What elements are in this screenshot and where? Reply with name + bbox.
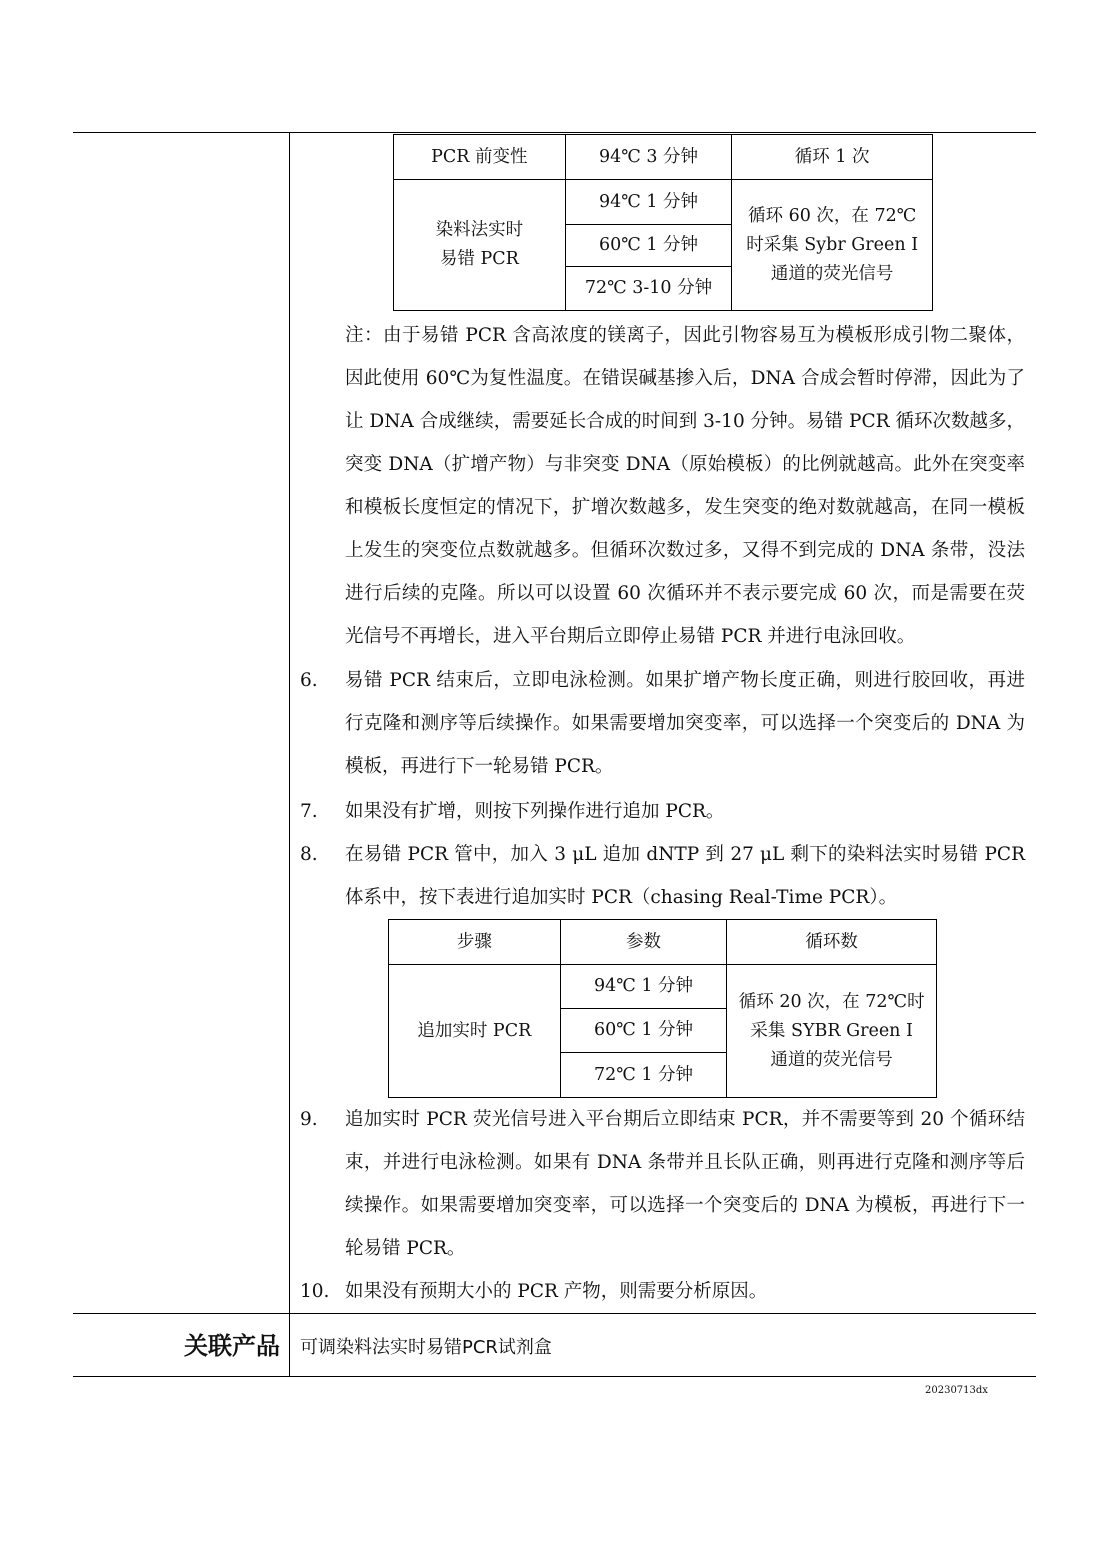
step-7	[300, 790, 1025, 833]
chasing-pcr-table	[388, 919, 937, 1098]
related-products-label: 关联产品	[184, 1332, 280, 1360]
step-cell: PCR 前变性	[394, 135, 566, 180]
document-id: 20230713dx	[925, 1385, 988, 1396]
step-number: 6.	[300, 670, 318, 691]
param-cell: 94℃ 1 分钟	[565, 180, 732, 225]
param-cell: 72℃ 1 分钟	[560, 1053, 727, 1098]
column-divider	[289, 132, 290, 1377]
top-rule	[73, 132, 1036, 133]
step-cell: 追加实时 PCR	[389, 965, 561, 1098]
step-number: 7.	[300, 801, 318, 822]
table-row	[389, 965, 937, 1009]
param-cell: 72℃ 3-10 分钟	[565, 267, 732, 311]
related-product-name: 可调染料法实时易错PCR试剂盒	[300, 1337, 552, 1358]
param-cell: 94℃ 3 分钟	[565, 135, 732, 180]
header-step: 步骤	[389, 920, 561, 965]
table-header-row	[389, 920, 937, 965]
table-row	[394, 135, 933, 180]
table-row	[394, 180, 933, 225]
note-paragraph: 注：由于易错 PCR 含高浓度的镁离子，因此引物容易互为模板形成引物二聚体，因此使用 60℃为复性温度。在错误碱基掺入后，DNA 合成会暂时停滞，因此为了让 DNA 合成继续，需要延长合成的时间到 3-10 分钟。易错 PCR 循环次数越多，突变 DNA（扩增产物）与非突变 DNA（原始模板）的比例就越高。此外在突变率和模板长度恒定的情况下，扩增次数越多，发生突变的绝对数就越高，在同一模板上发生的突变位点数就越多。但循环次数过多，又得不到完成的 DNA 条带，没法进行后续的克隆。所以可以设置 60 次循环并不表示要完成 60 次，而是需要在荧光信号不再增长，进入平台期后立即停止易错 PCR 并进行电泳回收。	[345, 325, 1025, 647]
param-cell: 60℃ 1 分钟	[560, 1009, 727, 1053]
step-text: 如果没有扩增，则按下列操作进行追加 PCR。	[345, 801, 725, 822]
step-text: 易错 PCR 结束后，立即电泳检测。如果扩增产物长度正确，则进行胶回收，再进行克隆和测序等后续操作。如果需要增加突变率，可以选择一个突变后的 DNA 为模板，再进行下一轮易错 PCR。	[345, 670, 1025, 777]
header-cycles: 循环数	[727, 920, 937, 965]
step-text: 在易错 PCR 管中，加入 3 μL 追加 dNTP 到 27 μL 剩下的染料法实时易错 PCR 体系中，按下表进行追加实时 PCR（chasing Real-Time PCR）。	[345, 844, 1025, 908]
cycle-cell: 循环 20 次，在 72℃时 采集 SYBR Green I 通道的荧光信号	[727, 965, 937, 1098]
step-8	[300, 833, 1025, 919]
step-text: 如果没有预期大小的 PCR 产物，则需要分析原因。	[345, 1281, 768, 1302]
step-cell: 染料法实时 易错 PCR	[394, 180, 566, 311]
param-cell: 60℃ 1 分钟	[565, 225, 732, 267]
param-cell: 94℃ 1 分钟	[560, 965, 727, 1009]
step-number: 8.	[300, 844, 318, 865]
step-9	[300, 1098, 1025, 1270]
bottom-rule	[73, 1376, 1036, 1377]
step-number: 10.	[300, 1281, 330, 1302]
header-params: 参数	[560, 920, 727, 965]
cycle-cell: 循环 1 次	[732, 135, 933, 180]
cycle-cell: 循环 60 次，在 72℃ 时采集 Sybr Green I 通道的荧光信号	[732, 180, 933, 311]
section-rule	[73, 1313, 1036, 1314]
step-10	[300, 1270, 1025, 1313]
step-number: 9.	[300, 1109, 318, 1130]
step-6	[300, 659, 1025, 788]
pcr-program-table	[393, 134, 933, 311]
step-text: 追加实时 PCR 荧光信号进入平台期后立即结束 PCR，并不需要等到 20 个循环结束，并进行电泳检测。如果有 DNA 条带并且长队正确，则再进行克隆和测序等后续操作。如果需要增加突变率，可以选择一个突变后的 DNA 为模板，再进行下一轮易错 PCR。	[345, 1109, 1025, 1259]
